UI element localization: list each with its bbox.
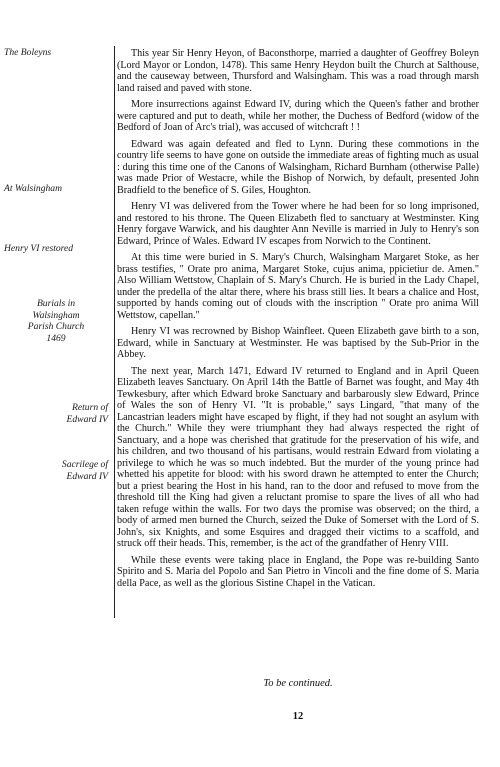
sidenote-text: At Walsingham [4, 183, 63, 194]
sidenote-text: Sacrilege of [61, 459, 108, 470]
sidenote-burials [8, 298, 104, 344]
sidenote-text: Edward IV [66, 470, 108, 482]
to-be-continued: To be continued. [263, 678, 333, 689]
sidenote-sacrilege-of-edward [12, 459, 108, 482]
page-number: 12 [292, 711, 304, 722]
sidenote-text: Henry VI restored [4, 243, 74, 254]
sidenote-text: Parish Church [27, 321, 85, 333]
sidenote-text: Walsingham [32, 309, 80, 321]
sidenote-walsingham [4, 183, 62, 195]
margin-rule [114, 46, 115, 618]
paragraph: Edward was again defeated and fled to Lynn. During these commotions in the country life seems to have gone on outside the immediate areas of fighting much as usual : during this time one of the Canons of Walsingham, Richard Burnham (otherwise Palle) was made Prior of Westacre, while the Bishop of Norwich, by default, presented John Bradfield to the benefice of S. Giles, Houghton. [117, 138, 479, 196]
paragraph: This year Sir Henry Heyon, of Baconsthorpe, married a daughter of Geoffrey Boleyn (Lord Mayor or London, 1478). This same Henry Heydon built the Church at Salthouse, and the causeway between, Thursford and Walsingham. This was a road through marsh land raised and paved with stone. [117, 48, 479, 94]
paragraph: Henry VI was recrowned by Bishop Wainfleet. Queen Elizabeth gave birth to a son, Edward, while in Sanctuary at Westminster. He was baptised by the Sub-Prior in the Abbey. [117, 326, 479, 360]
paragraph: Henry VI was delivered from the Tower where he had been for so long imprisoned, and restored to his throne. The Queen Elizabeth fled to sanctuary at Westminster. King Henry forgave Warwick, and his daughter Ann Neville is married in July to Henry's son Edward, Prince of Wales. Edward IV escapes from Norwich to the Continent. [117, 201, 479, 247]
paragraph: At this time were buried in S. Mary's Church, Walsingham Margaret Stoke, as her brass testifies, " Orate pro anima, Margaret Stoke, cujus anima, ppicietiur de. Amen." Also William Wettstow, Chaplain of S. Mary's Church. He is buried in the Lady Chapel, under the predella of the altar there, where his brass still lies. It bears a chalice and Host, supported by hands coming out of clouds with the inscription " Orate pro anima Will Wettstow, capellan." [117, 252, 479, 321]
sidenote-text: Edward IV [66, 413, 108, 425]
sidenote-return-of-edward [12, 402, 108, 425]
sidenote-text: 1469 [46, 332, 66, 344]
sidenote-henry-restored [4, 243, 73, 255]
sidenote-text: Burials in [36, 298, 76, 309]
paragraph: While these events were taking place in England, the Pope was re-building Santo Spirito and S. Maria del Popolo and San Pietro in Vincoli and the fine dome of S. Maria della Pace, as well as the glorious Sistine Chapel in the Vatican. [117, 554, 479, 589]
sidenote-text: Return of [72, 402, 108, 413]
sidenote-boleyns [4, 47, 51, 59]
paragraph: The next year, March 1471, Edward IV returned to England and in April Queen Elizabeth leaves Sanctuary. On April 14th the Battle of Barnet was fought, and May 4th Tewkesbury, after which Edward broke Sanctuary and barbarously slew Edward, Prince of Wales the son of Henry VI. "It is probable," says Lingard, "that many of the Lancastrian leaders might have escaped by flight, if they had not sought an asylum with the Church." While they were triumphant they had always respected the right of Sanctuary, and a hope was cherished that gratitude for the preservation of his wife, and his children, and two thousand of his partisans, would restrain Edward from violating a privilege to which he was so much indebted. But the murder of the young prince had whetted his appetite for blood: with his sword drawn he attempted to enter the Church; but a priest bearing the Host in his hand, ran to the door and refused to move from the threshold till the King had given a reluctant promise to spare the lives of all who had taken refuge within the walls. For two days the promise was observed; on the third, a body of armed men burned the Church, seized the Duke of Somerset with the Lord of S. John's, six Knights, and some Esquires and dragged their victims to a scaffold, and struck off their heads. This, remember, is the act of the grandfather of Henry VIII. [117, 365, 479, 549]
paragraph: More insurrections against Edward IV, during which the Queen's father and brother were captured and put to death, while her mother, the Duchess of Bedford (widow of the Bedford of Joan of Arc's trial), was accused of witchcraft ! ! [117, 99, 479, 133]
sidenote-text: The Boleyns [4, 47, 52, 58]
body-text [117, 48, 479, 594]
